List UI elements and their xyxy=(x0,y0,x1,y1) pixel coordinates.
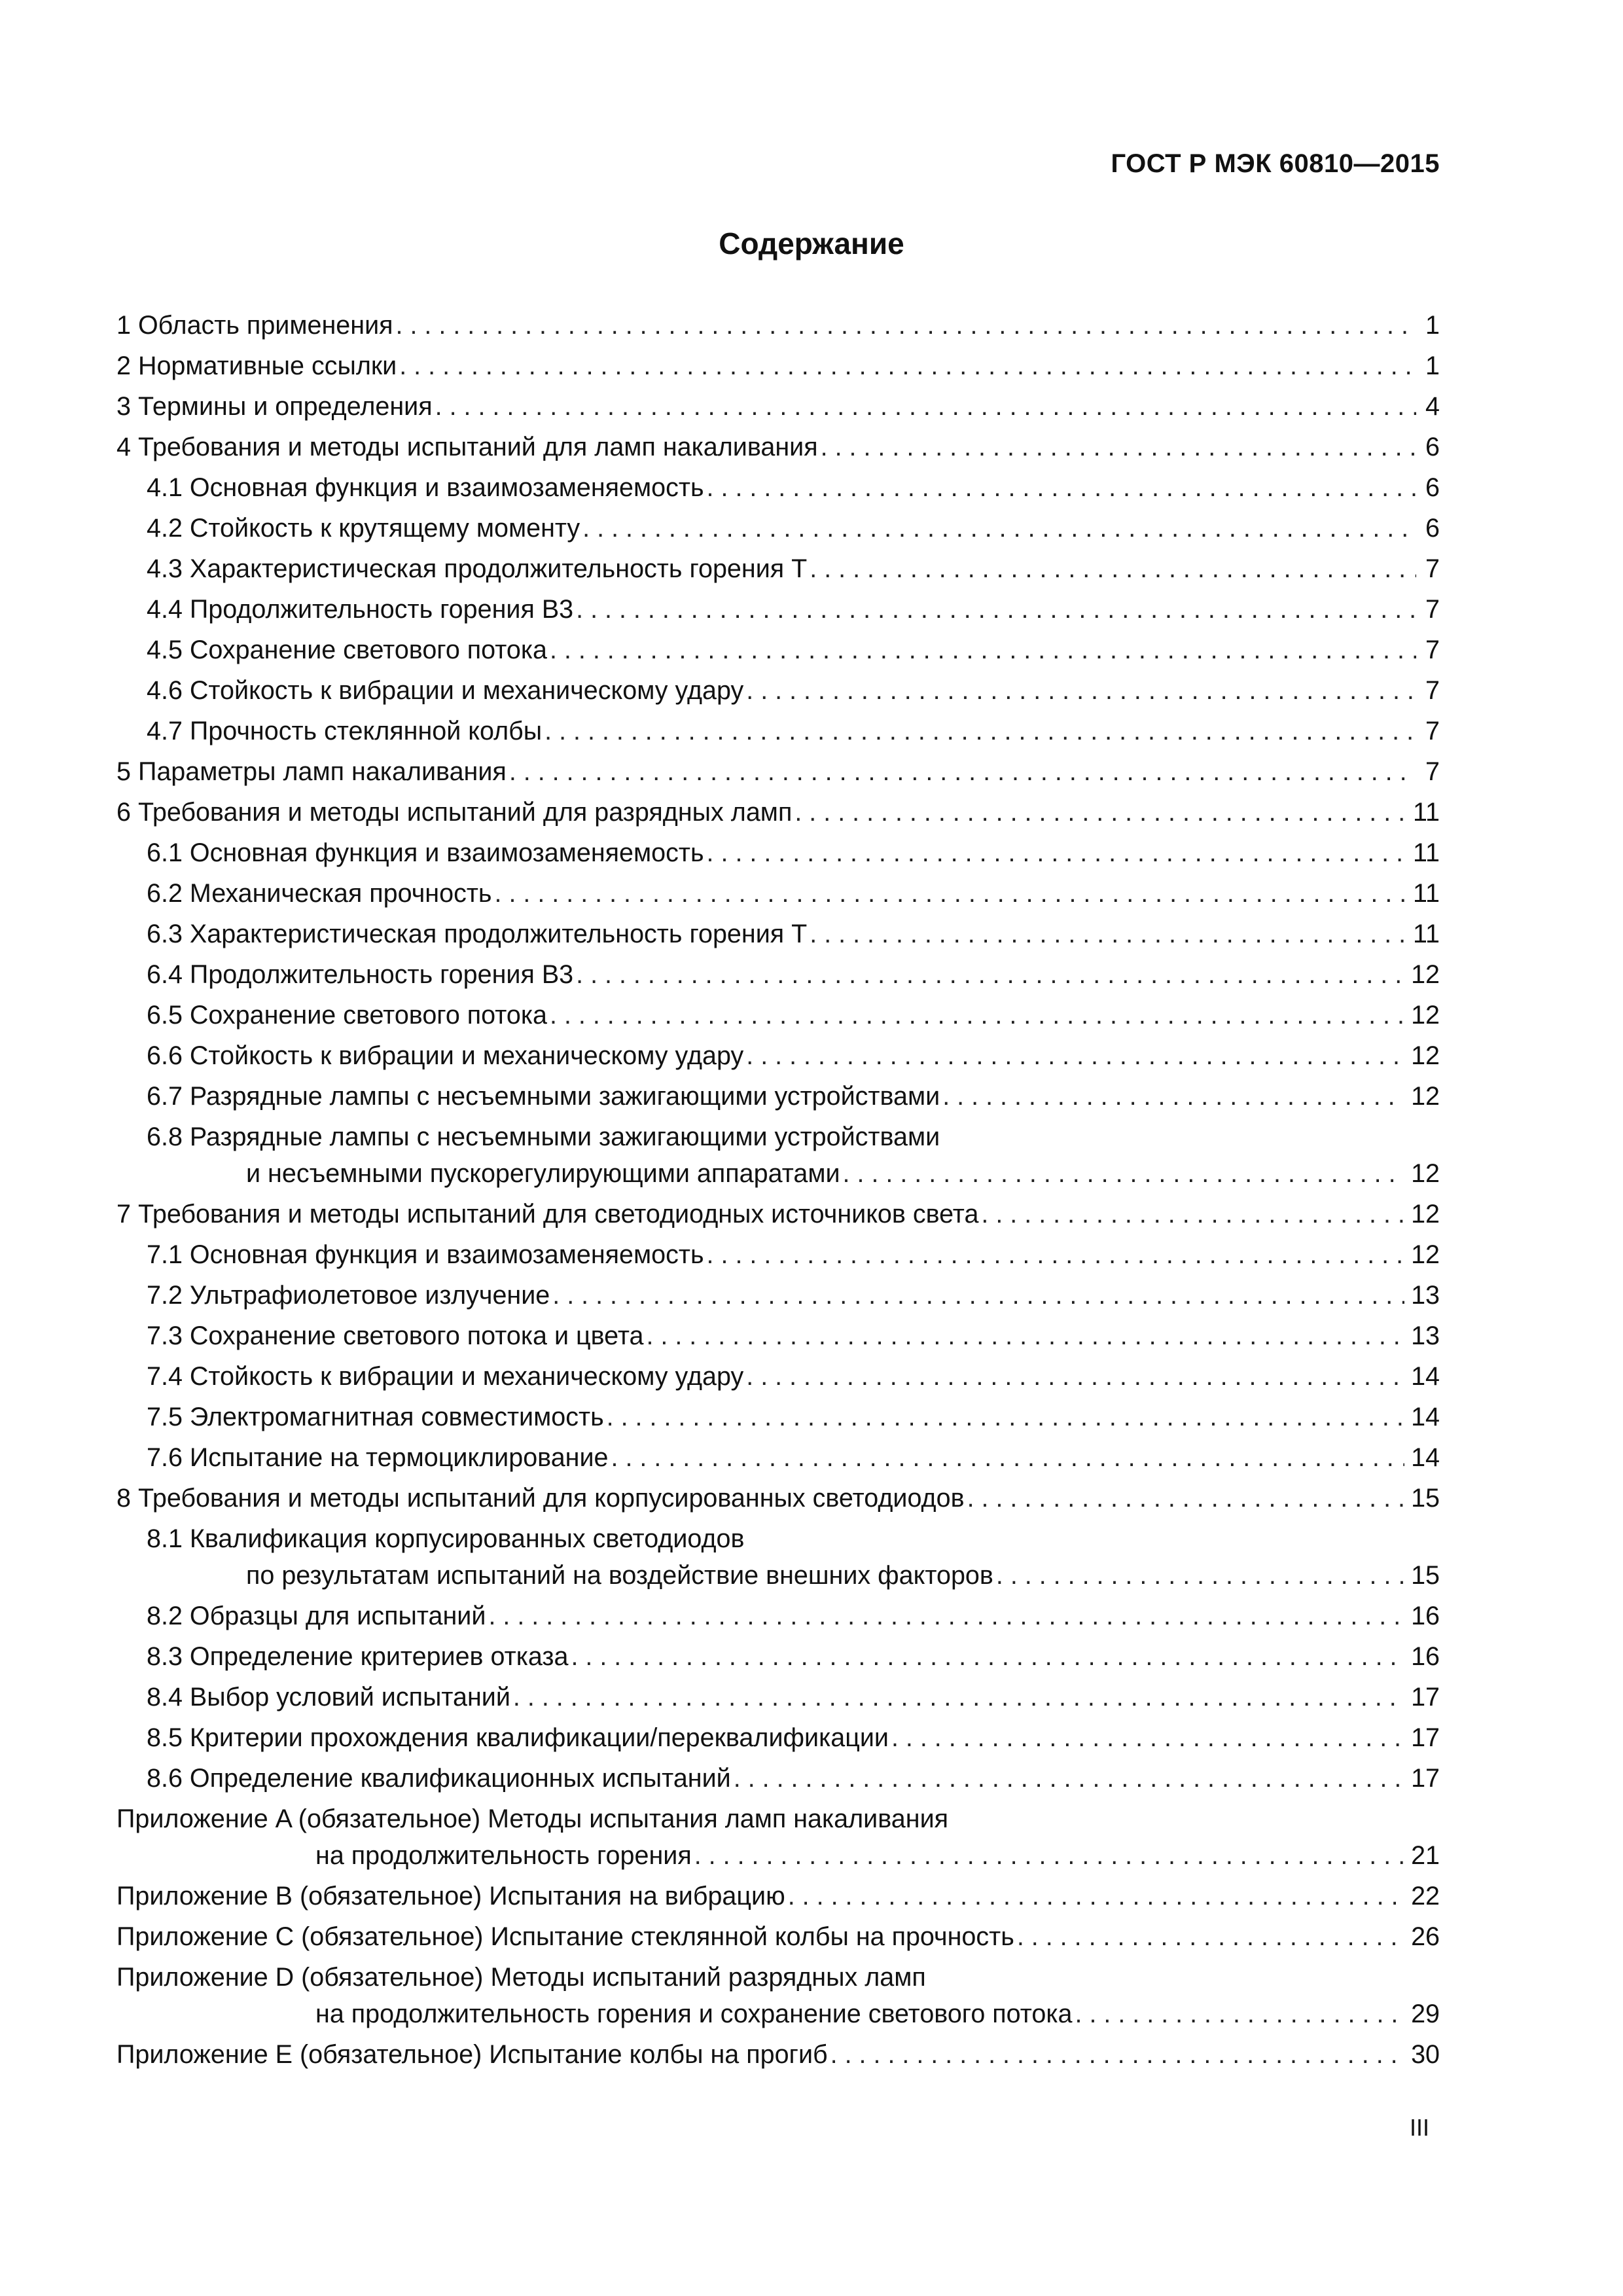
toc-page-number: 6 xyxy=(1425,433,1440,461)
toc-entry-line xyxy=(147,833,1440,873)
toc-entry-title: 8.6 Определение квалификационных испытаний xyxy=(147,1764,731,1793)
toc-entry xyxy=(116,2034,1440,2075)
toc-entry-line xyxy=(147,995,1440,1035)
toc-page-number: 16 xyxy=(1411,1602,1440,1630)
toc-leader-dots xyxy=(607,1397,1404,1437)
toc-entry-title: 6 Требования и методы испытаний для разрядных ламп xyxy=(116,798,793,827)
toc-entry xyxy=(116,833,1440,873)
toc-entry-title: 4.5 Сохранение светового потока xyxy=(147,636,547,664)
toc-entry-line xyxy=(116,386,1440,427)
toc-entry-line xyxy=(147,1636,1440,1677)
toc-leader-dots xyxy=(746,670,1416,711)
toc-entry-title: 7.1 Основная функция и взаимозаменяемость xyxy=(147,1240,704,1269)
toc-entry xyxy=(116,1758,1440,1799)
toc-entry-line xyxy=(147,589,1440,630)
toc-page-number: 13 xyxy=(1411,1321,1440,1350)
toc-entry-line xyxy=(116,2034,1440,2075)
toc-entry-line xyxy=(147,1397,1440,1437)
toc-entry xyxy=(116,1076,1440,1117)
toc-leader-dots xyxy=(550,630,1416,670)
toc-leader-dots xyxy=(399,346,1416,386)
toc-page-number: 12 xyxy=(1411,1240,1440,1269)
toc-page-number: 7 xyxy=(1425,676,1440,705)
toc-entry-title: Приложение D (обязательное) Методы испытаний разрядных ламп xyxy=(116,1963,926,1992)
toc-page-number: 7 xyxy=(1425,595,1440,624)
toc-entry xyxy=(116,1356,1440,1397)
toc-leader-dots xyxy=(646,1316,1404,1356)
toc-entry xyxy=(116,1799,1440,1876)
toc-title: Содержание xyxy=(719,226,904,260)
toc-leader-dots xyxy=(843,1155,1405,1192)
toc-entry-title: 4.3 Характеристическая продолжительность горения T xyxy=(147,554,808,583)
toc-entry xyxy=(116,1316,1440,1356)
toc-page-number: 7 xyxy=(1425,554,1440,583)
toc-entry-title: Приложение C (обязательное) Испытание стеклянной колбы на прочность xyxy=(116,1922,1014,1951)
toc-page-number: 12 xyxy=(1411,960,1440,989)
toc-entry-line xyxy=(147,670,1440,711)
toc-entry-title: 3 Термины и определения xyxy=(116,392,433,421)
toc-page-number: 17 xyxy=(1411,1764,1440,1793)
toc-leader-dots xyxy=(582,508,1416,548)
toc-leader-dots xyxy=(794,792,1406,833)
toc-leader-dots xyxy=(788,1876,1404,1916)
toc-entry-title: 8.3 Определение критериев отказа xyxy=(147,1642,569,1671)
toc-entry-line xyxy=(147,1557,1440,1594)
toc-entry-line xyxy=(147,711,1440,751)
toc-leader-dots xyxy=(550,995,1404,1035)
toc-entry-title: 7.3 Сохранение светового потока и цвета xyxy=(147,1321,644,1350)
toc-page-number: 1 xyxy=(1425,351,1440,380)
toc-page-number: 12 xyxy=(1411,1200,1440,1229)
toc-entry-line xyxy=(147,1076,1440,1117)
toc-leader-dots xyxy=(435,386,1416,427)
toc-entry-title: 4.6 Стойкость к вибрации и механическому удару xyxy=(147,676,744,705)
toc-page-number: 13 xyxy=(1411,1281,1440,1310)
toc-entry-line xyxy=(147,548,1440,589)
toc-leader-dots xyxy=(981,1194,1404,1234)
toc-entry-title: 6.5 Сохранение светового потока xyxy=(147,1001,547,1030)
toc-entry xyxy=(116,1234,1440,1275)
toc-leader-dots xyxy=(830,2034,1404,2075)
toc-entry xyxy=(116,630,1440,670)
toc-page-number: 21 xyxy=(1411,1841,1440,1870)
toc-entry xyxy=(116,427,1440,467)
toc-leader-dots xyxy=(746,1356,1404,1397)
toc-entry-title: 7.2 Ультрафиолетовое излучение xyxy=(147,1281,550,1310)
toc-leader-dots xyxy=(509,751,1416,792)
toc-entry-line xyxy=(147,1316,1440,1356)
toc-entry xyxy=(116,1596,1440,1636)
toc-entry-line xyxy=(147,630,1440,670)
toc-entry-line xyxy=(116,1916,1440,1957)
toc-page-number: 12 xyxy=(1411,1001,1440,1030)
toc-page-number: 11 xyxy=(1412,838,1440,867)
toc-entry-title: 7.6 Испытание на термоциклирование xyxy=(147,1443,609,1472)
toc-entry-title: 8.5 Критерии прохождения квалификации/переквалификации xyxy=(147,1723,889,1752)
toc-entry-line xyxy=(116,792,1440,833)
toc-entry-title: 6.8 Разрядные лампы с несъемными зажигающими устройствами xyxy=(147,1122,940,1151)
toc-entry-title: 2 Нормативные ссылки xyxy=(116,351,397,380)
toc-entry xyxy=(116,1957,1440,2034)
toc-leader-dots xyxy=(707,1234,1405,1275)
toc-leader-dots xyxy=(1017,1916,1404,1957)
toc-page-number: 11 xyxy=(1412,920,1440,948)
toc-page-number: 11 xyxy=(1412,879,1440,908)
toc-entry-line xyxy=(147,467,1440,508)
toc-entry xyxy=(116,508,1440,548)
toc-leader-dots xyxy=(707,467,1416,508)
toc-page-number: 7 xyxy=(1425,757,1440,786)
toc-entry xyxy=(116,1035,1440,1076)
toc-entry xyxy=(116,1636,1440,1677)
toc-leader-dots xyxy=(488,1596,1404,1636)
toc-entry-title: 6.1 Основная функция и взаимозаменяемость xyxy=(147,838,704,867)
toc-entry-line xyxy=(147,1275,1440,1316)
toc-leader-dots xyxy=(746,1035,1404,1076)
toc-leader-dots xyxy=(571,1636,1404,1677)
toc-entry xyxy=(116,1275,1440,1316)
toc-entry xyxy=(116,1916,1440,1957)
toc-entry-line xyxy=(147,1155,1440,1192)
toc-entry-line xyxy=(116,427,1440,467)
toc-leader-dots xyxy=(996,1557,1404,1594)
toc-page-number: 6 xyxy=(1425,473,1440,502)
toc-page-number: 15 xyxy=(1411,1484,1440,1513)
toc-entry-title: 4.7 Прочность стеклянной колбы xyxy=(147,717,543,745)
toc-entry-line xyxy=(147,1437,1440,1478)
document-code: ГОСТ Р МЭК 60810—2015 xyxy=(1111,149,1440,178)
toc-leader-dots xyxy=(544,711,1416,751)
toc-entry-title: Приложение E (обязательное) Испытание колбы на прогиб xyxy=(116,2040,828,2069)
toc-entry xyxy=(116,467,1440,508)
toc-page-number: 29 xyxy=(1411,2000,1440,2028)
toc-entry-title: 4.1 Основная функция и взаимозаменяемость xyxy=(147,473,704,502)
toc-entry xyxy=(116,670,1440,711)
toc-entry xyxy=(116,548,1440,589)
toc-entry-line xyxy=(116,751,1440,792)
toc-entry-title: 7.5 Электромагнитная совместимость xyxy=(147,1403,604,1431)
toc-page-number: 30 xyxy=(1411,2040,1440,2069)
toc-entry xyxy=(116,792,1440,833)
toc-leader-dots xyxy=(942,1076,1404,1117)
toc-entry-title: 1 Область применения xyxy=(116,311,393,340)
toc-page-number: 11 xyxy=(1412,798,1440,827)
toc-entry-line xyxy=(116,1996,1440,2032)
toc-entry xyxy=(116,914,1440,954)
toc-entry-title: по результатам испытаний на воздействие внешних факторов xyxy=(246,1561,993,1590)
toc-entry-line xyxy=(147,914,1440,954)
toc-entry xyxy=(116,346,1440,386)
toc-entry-title: 6.3 Характеристическая продолжительность горения T xyxy=(147,920,808,948)
toc-entry-line xyxy=(147,1035,1440,1076)
toc-page-number: 17 xyxy=(1411,1683,1440,1712)
toc-entry-line xyxy=(147,954,1440,995)
toc-entry-title: 8.4 Выбор условий испытаний xyxy=(147,1683,510,1712)
toc-entry-line xyxy=(116,1837,1440,1874)
toc-entry-title: 8.1 Квалификация корпусированных светодиодов xyxy=(147,1524,745,1553)
toc-entry-line xyxy=(147,1717,1440,1758)
toc-entry xyxy=(116,1717,1440,1758)
toc-entry xyxy=(116,1194,1440,1234)
toc-leader-dots xyxy=(810,914,1406,954)
toc-entry-title: 8.2 Образцы для испытаний xyxy=(147,1602,486,1630)
toc-entry xyxy=(116,1117,1440,1194)
toc-page-number: 12 xyxy=(1411,1159,1440,1188)
toc-page-number: 15 xyxy=(1411,1561,1440,1590)
toc-entry-line xyxy=(147,1596,1440,1636)
table-of-contents xyxy=(116,305,1440,2075)
toc-entry-title: 4 Требования и методы испытаний для ламп накаливания xyxy=(116,433,818,461)
toc-entry-line xyxy=(116,1478,1440,1518)
toc-entry xyxy=(116,873,1440,914)
toc-entry-line xyxy=(116,305,1440,346)
toc-entry xyxy=(116,1876,1440,1916)
toc-page-number: 26 xyxy=(1411,1922,1440,1951)
toc-page-number: 4 xyxy=(1425,392,1440,421)
toc-entry-title: 7 Требования и методы испытаний для светодиодных источников света xyxy=(116,1200,979,1229)
toc-page-number: 16 xyxy=(1411,1642,1440,1671)
toc-leader-dots xyxy=(891,1717,1404,1758)
toc-leader-dots xyxy=(821,427,1416,467)
toc-entry xyxy=(116,711,1440,751)
toc-entry-title: 6.4 Продолжительность горения B3 xyxy=(147,960,574,989)
toc-entry-title: на продолжительность горения и сохранение светового потока xyxy=(315,2000,1073,2028)
toc-page-number: 17 xyxy=(1411,1723,1440,1752)
toc-entry xyxy=(116,1518,1440,1596)
toc-entry-title: 5 Параметры ламп накаливания xyxy=(116,757,507,786)
toc-leader-dots xyxy=(611,1437,1405,1478)
toc-entry-title: Приложение B (обязательное) Испытания на вибрацию xyxy=(116,1882,785,1910)
toc-entry xyxy=(116,751,1440,792)
toc-page-number: 12 xyxy=(1411,1041,1440,1070)
toc-entry xyxy=(116,995,1440,1035)
toc-leader-dots xyxy=(513,1677,1404,1717)
toc-page-number: 14 xyxy=(1411,1403,1440,1431)
toc-leader-dots xyxy=(576,589,1416,630)
toc-entry-line xyxy=(147,1234,1440,1275)
toc-entry xyxy=(116,1397,1440,1437)
toc-leader-dots xyxy=(1075,1996,1405,2032)
toc-entry-title: 6.2 Механическая прочность xyxy=(147,879,492,908)
toc-entry-line xyxy=(147,1758,1440,1799)
toc-leader-dots xyxy=(810,548,1416,589)
toc-entry xyxy=(116,305,1440,346)
toc-leader-dots xyxy=(552,1275,1404,1316)
toc-entry-title: на продолжительность горения xyxy=(315,1841,692,1870)
toc-entry-line xyxy=(116,346,1440,386)
toc-page-number: 14 xyxy=(1411,1362,1440,1391)
toc-entry-line xyxy=(147,508,1440,548)
toc-leader-dots xyxy=(396,305,1416,346)
toc-entry xyxy=(116,589,1440,630)
toc-page-number: 12 xyxy=(1411,1082,1440,1111)
toc-leader-dots xyxy=(734,1758,1404,1799)
toc-entry-line xyxy=(147,873,1440,914)
toc-leader-dots xyxy=(495,873,1406,914)
toc-entry xyxy=(116,1437,1440,1478)
toc-entry-title: 6.7 Разрядные лампы с несъемными зажигающими устройствами xyxy=(147,1082,940,1111)
toc-entry-line xyxy=(147,1356,1440,1397)
toc-entry-line xyxy=(116,1876,1440,1916)
page-folio: III xyxy=(1409,2114,1429,2141)
toc-entry-line xyxy=(147,1677,1440,1717)
toc-page-number: 1 xyxy=(1425,311,1440,340)
toc-entry-title: 6.6 Стойкость к вибрации и механическому удару xyxy=(147,1041,744,1070)
toc-page-number: 7 xyxy=(1425,717,1440,745)
toc-leader-dots xyxy=(576,954,1404,995)
toc-page-number: 7 xyxy=(1425,636,1440,664)
toc-entry-title: Приложение A (обязательное) Методы испытания ламп накаливания xyxy=(116,1804,949,1833)
toc-entry xyxy=(116,1478,1440,1518)
toc-entry xyxy=(116,954,1440,995)
toc-leader-dots xyxy=(967,1478,1405,1518)
toc-entry-title: и несъемными пускорегулирующими аппаратами xyxy=(246,1159,840,1188)
toc-entry-title: 4.2 Стойкость к крутящему моменту xyxy=(147,514,580,543)
toc-entry-title: 8 Требования и методы испытаний для корпусированных светодиодов xyxy=(116,1484,965,1513)
toc-entry xyxy=(116,386,1440,427)
toc-leader-dots xyxy=(694,1837,1404,1874)
toc-page-number: 6 xyxy=(1425,514,1440,543)
toc-entry-title: 4.4 Продолжительность горения B3 xyxy=(147,595,574,624)
toc-page-number: 22 xyxy=(1411,1882,1440,1910)
toc-page-number: 14 xyxy=(1411,1443,1440,1472)
toc-entry xyxy=(116,1677,1440,1717)
toc-entry-line xyxy=(116,1194,1440,1234)
toc-leader-dots xyxy=(707,833,1406,873)
toc-entry-title: 7.4 Стойкость к вибрации и механическому удару xyxy=(147,1362,744,1391)
